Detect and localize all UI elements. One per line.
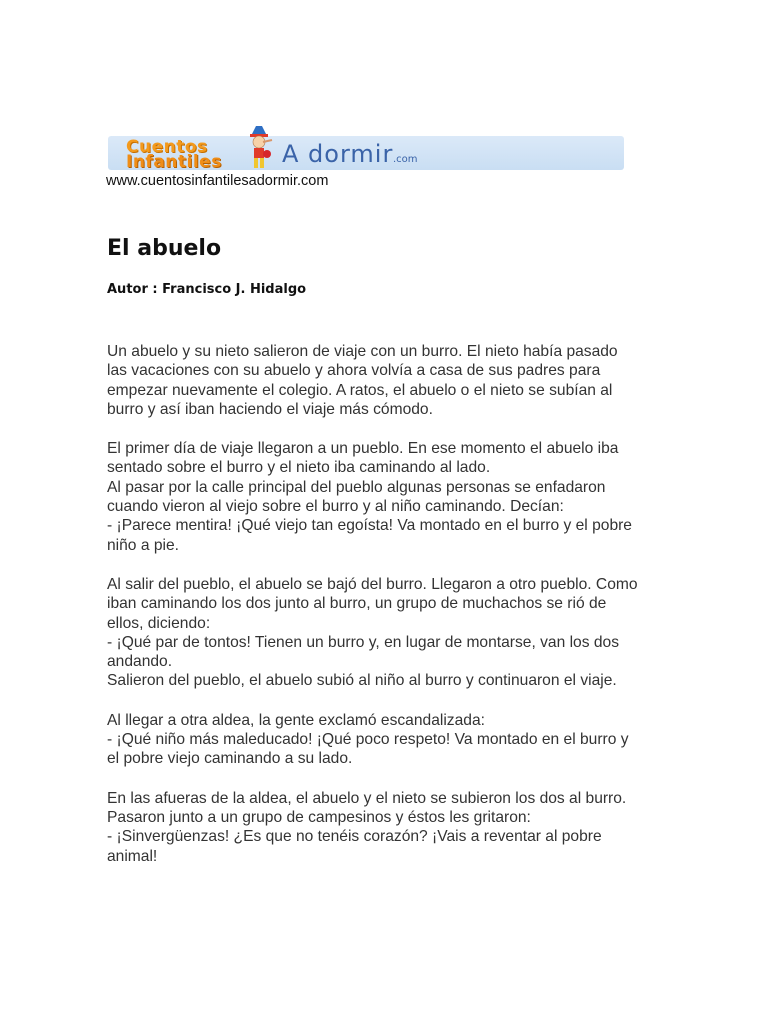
paragraph-4 (107, 711, 687, 769)
text-line: - ¡Sinvergüenzas! ¿Es que no tenéis corazón? ¡Vais a reventar al pobre (107, 828, 602, 846)
paragraph-1 (107, 342, 687, 419)
logo-a-dormir: A dormir (282, 140, 394, 168)
text-line: En las afueras de la aldea, el abuelo y el nieto se subieron los dos al burro. (107, 789, 627, 807)
text-line: - ¡Qué par de tontos! Tienen un burro y, en lugar de montarse, van los dos (107, 633, 619, 651)
text-line: Pasaron junto a un grupo de campesinos y éstos les gritaron: (107, 808, 531, 826)
text-line: Al pasar por la calle principal del pueblo algunas personas se enfadaron (107, 478, 606, 496)
text-line: iban caminando los dos junto al burro, un grupo de muchachos se rió de (107, 595, 607, 613)
site-url[interactable]: www.cuentosinfantilesadormir.com (106, 173, 329, 189)
text-line: Al salir del pueblo, el abuelo se bajó del burro. Llegaron a otro pueblo. Como (107, 575, 638, 593)
text-line: sentado sobre el burro y el nieto iba caminando al lado. (107, 459, 491, 477)
text-line: animal! (107, 847, 158, 865)
text-line: cuando vieron al viejo sobre el burro y al niño caminando. Decían: (107, 498, 564, 516)
logo-word-infantiles: Infantiles (126, 152, 222, 172)
text-line: empezar nuevamente el colegio. A ratos, el abuelo o el nieto se subían al (107, 381, 613, 399)
text-line: niño a pie. (107, 536, 179, 554)
text-line: burro y así iban haciendo el viaje más cómodo. (107, 400, 433, 418)
text-line: las vacaciones con su abuelo y ahora volvía a casa de sus padres para (107, 362, 601, 380)
text-line: andando. (107, 653, 173, 671)
logo-word-cuentos: Cuentos (126, 137, 208, 157)
text-line: El primer día de viaje llegaron a un pueblo. En ese momento el abuelo iba (107, 440, 619, 458)
pinocchio-mascot-icon (244, 126, 274, 172)
logo-tld: .com (393, 154, 418, 165)
paragraph-5 (107, 789, 687, 866)
story-title: El abuelo (107, 236, 222, 261)
text-line: el pobre viejo caminando a su lado. (107, 750, 353, 768)
text-line: Al llegar a otra aldea, la gente exclamó escandalizada: (107, 711, 485, 729)
text-line: Salieron del pueblo, el abuelo subió al niño al burro y continuaron el viaje. (107, 672, 617, 690)
story-body (107, 342, 687, 886)
paragraph-3 (107, 575, 687, 691)
text-line: - ¡Qué niño más maleducado! ¡Qué poco respeto! Va montado en el burro y (107, 731, 629, 749)
text-line: Un abuelo y su nieto salieron de viaje con un burro. El nieto había pasado (107, 343, 618, 360)
text-line: - ¡Parece mentira! ¡Qué viejo tan egoísta! Va montado en el burro y el pobre (107, 517, 632, 535)
text-line: ellos, diciendo: (107, 614, 211, 632)
paragraph-2 (107, 439, 687, 555)
story-author: Autor : Francisco J. Hidalgo (107, 282, 307, 297)
